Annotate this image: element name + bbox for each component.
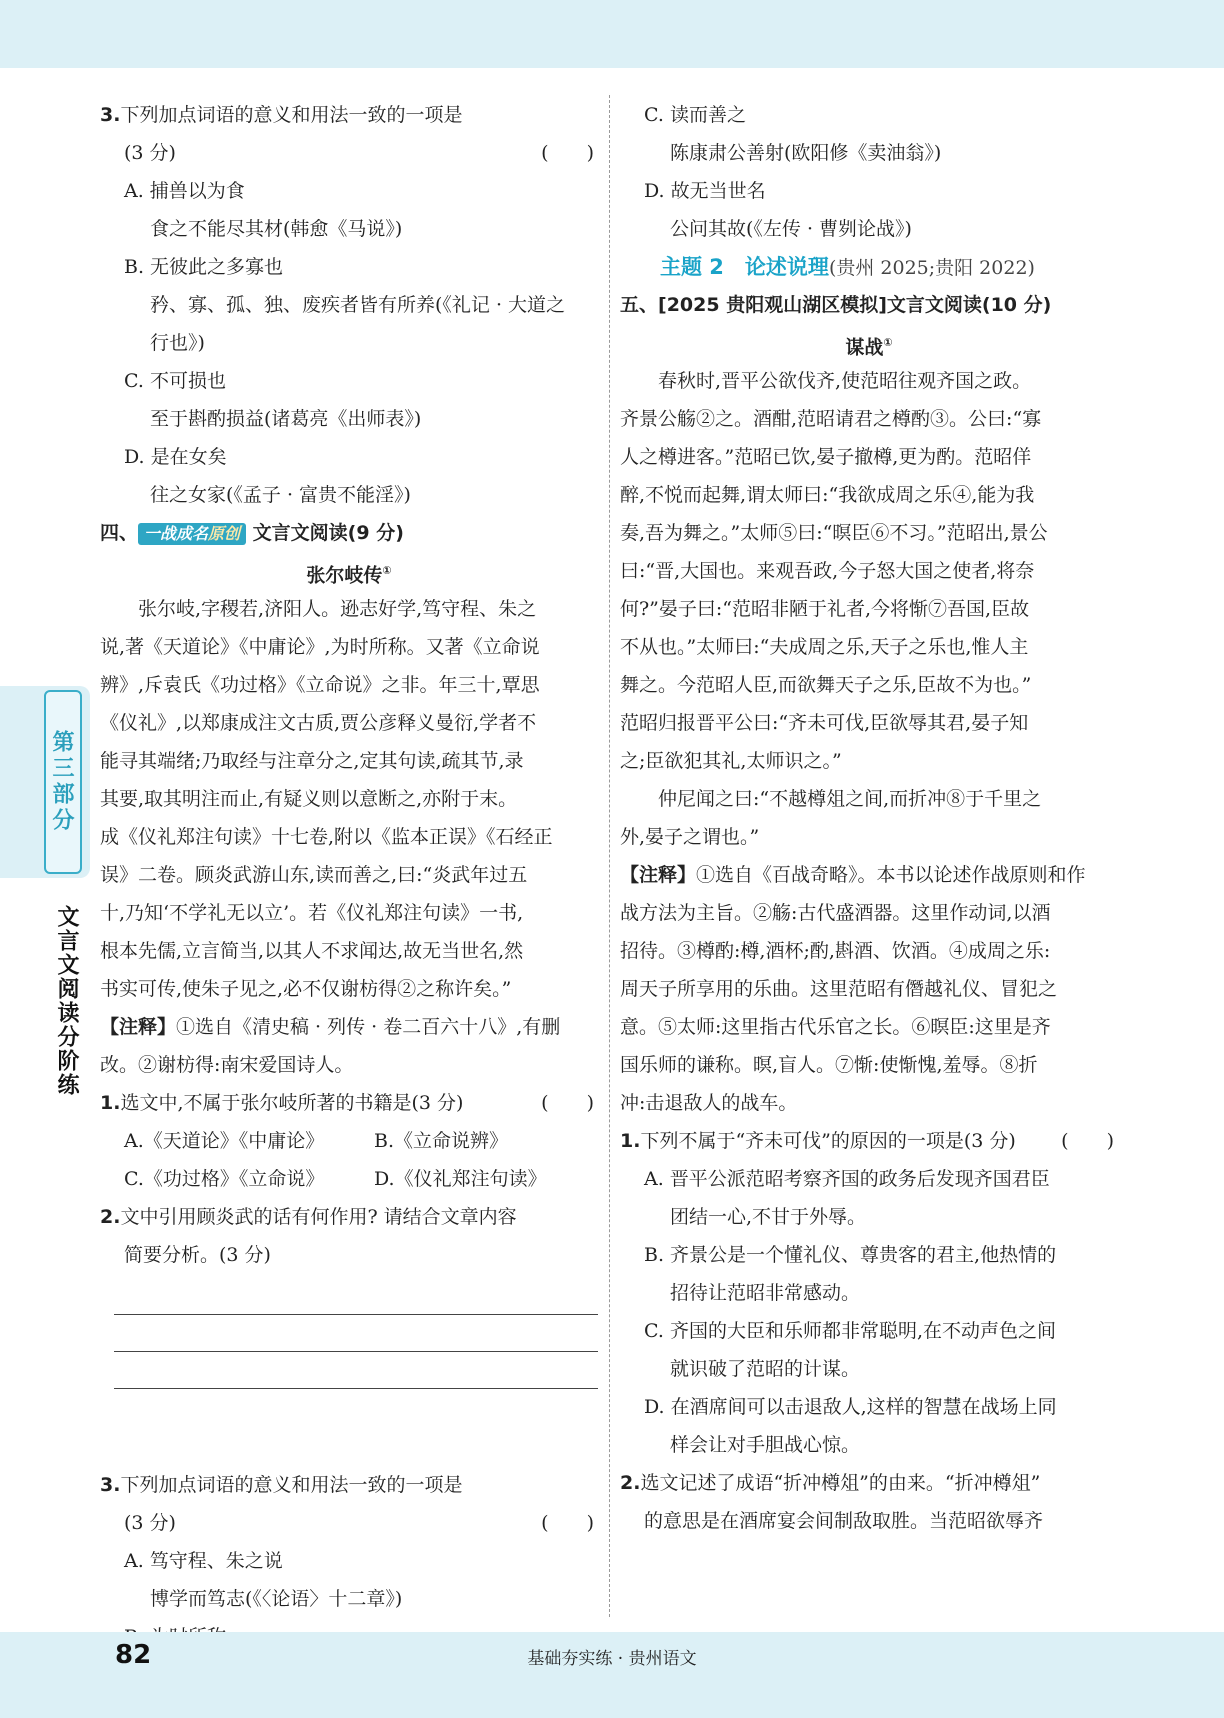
question-line <box>100 1084 598 1122</box>
option-example-line: 公问其故(《左传 · 曹刿论战》) <box>670 218 912 240</box>
option-line: C. 读而善之 <box>644 104 746 126</box>
option-example-line: 往之女家(《孟子 · 富贵不能淫》) <box>150 484 411 506</box>
passage-line: 辨》,斥袁氏《功过格》《立命说》之非。年三十,覃思 <box>100 674 540 696</box>
annotation-line <box>100 1008 598 1046</box>
question-number: 1. <box>100 1092 121 1114</box>
answer-lines <box>100 1274 598 1466</box>
footnote-ref: ① <box>382 564 392 577</box>
option-line: A. 晋平公派范昭考察齐国的政务后发现齐国君臣 <box>644 1168 1050 1190</box>
question-number: 2. <box>100 1206 121 1228</box>
passage-line: 醉,不悦而起舞,谓太师曰:“我欲成周之乐④,能为我 <box>620 484 1035 506</box>
option-example-line: 陈康肃公善射(欧阳修《卖油翁》) <box>670 142 942 164</box>
passage-line: 招待。③樽酌:樽,酒杯;酌,斟酒、饮酒。④成周之乐: <box>620 940 1051 962</box>
right-column <box>620 96 1118 1540</box>
answer-blank: ( ) <box>541 1512 594 1534</box>
question-text: 下列不属于“齐未可伐”的原因的一项是(3 分) <box>640 1130 1016 1152</box>
column-divider <box>609 95 610 1617</box>
passage-line: 成《仪礼郑注句读》十七卷,附以《监本正误》《石经正 <box>100 826 553 848</box>
footnote-ref: ① <box>883 336 893 349</box>
badge-text: 一战成名 <box>144 524 209 543</box>
option-example-line: 招待让范昭非常感动。 <box>670 1282 861 1304</box>
section-heading <box>100 514 598 552</box>
question-line <box>100 1198 598 1236</box>
question-text: 选文中,不属于张尔岐所著的书籍是(3 分) <box>120 1092 464 1114</box>
page-number: 82 <box>115 1640 152 1670</box>
section-heading <box>620 286 1118 324</box>
passage-title-text: 张尔岐传 <box>306 564 383 587</box>
question-line <box>620 1122 1118 1160</box>
passage-line: 根本先儒,立言简当,以其人不求闻达,故无当世名,然 <box>100 940 524 962</box>
option-line: 的意思是在酒席宴会间制敌取胜。当范昭欲辱齐 <box>644 1510 1044 1532</box>
theme-heading <box>620 248 1118 286</box>
answer-line <box>114 1388 598 1389</box>
section-prefix: 五、 <box>620 294 659 316</box>
passage-line: 十,乃知‘不学礼无以立’。若《仪礼郑注句读》一书, <box>100 902 524 924</box>
book-title: 基础夯实练 · 贵州语文 <box>527 1649 697 1669</box>
part-tab: 第三部分 <box>44 690 82 874</box>
badge-text: 原创 <box>208 524 241 543</box>
passage-line: 周天子所享用的乐曲。这里范昭有僭越礼仪、冒犯之 <box>620 978 1058 1000</box>
passage-line: 战方法为主旨。②觞:古代盛酒器。这里作动词,以酒 <box>620 902 1051 924</box>
section-prefix: 四、 <box>100 522 139 544</box>
option-example-line: 至于斟酌损益(诸葛亮《出师表》) <box>150 408 422 430</box>
theme-source: (贵州 2025;贵阳 2022) <box>828 257 1035 279</box>
option-example-line: 就识破了范昭的计谋。 <box>670 1358 861 1380</box>
passage-line: 曰:“晋,大国也。来观吾政,今子怒大国之使者,将奈 <box>620 560 1035 582</box>
option-item: D.《仪礼郑注句读》 <box>374 1168 547 1190</box>
theme-title: 主题 2 论述说理 <box>660 255 829 279</box>
option-line: A. 捕兽以为食 <box>124 180 245 202</box>
option-example-line: 博学而笃志(《〈论语〉十二章》) <box>150 1588 403 1610</box>
question-text: 文中引用顾炎武的话有何作用? 请结合文章内容 <box>120 1206 517 1228</box>
passage-line: 说,著《天道论》《中庸论》,为时所称。又著《立命说 <box>100 636 540 658</box>
option-line: B. 无彼此之多寡也 <box>124 256 284 278</box>
option-example-line: 食之不能尽其材(韩愈《马说》) <box>150 218 403 240</box>
question-line <box>620 1464 1118 1502</box>
passage-line: 意。⑤太师:这里指古代乐官之长。⑥暝臣:这里是齐 <box>620 1016 1051 1038</box>
passage-line: 误》二卷。顾炎武游山东,读而善之,曰:“炎武年过五 <box>100 864 528 886</box>
option-item: C.《功过格》《立命说》 <box>124 1168 325 1190</box>
header-band <box>0 0 1224 68</box>
annotation-label: 【注释】 <box>620 864 697 886</box>
option-example-line: 矜、寡、孤、独、废疾者皆有所养(《礼记 · 大道之 <box>150 294 566 316</box>
score-line <box>100 134 598 172</box>
passage-line: 冲:击退敌人的战车。 <box>620 1092 798 1114</box>
option-pair-line <box>100 1160 598 1198</box>
option-item: A.《天道论》《中庸论》 <box>124 1130 325 1152</box>
answer-line <box>114 1351 598 1352</box>
passage-line: 能寻其端绪;乃取经与注章分之,定其句读,疏其节,录 <box>100 750 524 772</box>
passage-line: 其要,取其明注而止,有疑义则以意断之,亦附于末。 <box>100 788 518 810</box>
passage-title <box>100 552 598 590</box>
passage-title-text: 谋战 <box>845 336 884 359</box>
left-column <box>100 96 598 1694</box>
section-side-title: 文言文阅读分阶练 <box>54 905 79 1097</box>
score-text: (3 分) <box>124 1512 176 1534</box>
passage-line: 不从也。”太师曰:“夫成周之乐,天子之乐也,惟人主 <box>620 636 1029 658</box>
passage-line: 国乐师的谦称。暝,盲人。⑦惭:使惭愧,羞辱。⑧折 <box>620 1054 1038 1076</box>
passage-line: 外,晏子之谓也。” <box>620 826 760 848</box>
option-line: C. 齐国的大臣和乐师都非常聪明,在不动声色之间 <box>644 1320 1056 1342</box>
passage-line: 舞之。今范昭人臣,而欲舞天子之乐,臣故不为也。” <box>620 674 1032 696</box>
annotation-text: ①选自《清史稿 · 列传 · 卷二百六十八》,有删 <box>176 1016 561 1038</box>
question-text: 选文记述了成语“折冲樽俎”的由来。“折冲樽俎” <box>640 1472 1041 1494</box>
question-text: 下列加点词语的意义和用法一致的一项是 <box>120 1474 463 1496</box>
passage-title <box>620 324 1118 362</box>
answer-blank: ( ) <box>1061 1130 1114 1152</box>
option-line: D. 故无当世名 <box>644 180 766 202</box>
passage-line: 齐景公觞②之。酒酣,范昭请君之樽酌③。公曰:“寡 <box>620 408 1042 430</box>
score-line <box>100 1504 598 1542</box>
option-line: D. 是在女矣 <box>124 446 227 468</box>
question-number: 3. <box>100 1474 121 1496</box>
option-line: C. 不可损也 <box>124 370 226 392</box>
section-title: 文言文阅读(9 分) <box>252 522 404 544</box>
annotation-line <box>620 856 1118 894</box>
option-example-line: 团结一心,不甘于外辱。 <box>670 1206 867 1228</box>
passage-line: 仲尼闻之曰:“不越樽俎之间,而折冲⑧于千里之 <box>658 788 1042 810</box>
answer-line <box>114 1314 598 1315</box>
passage-line: 改。②谢枋得:南宋爱国诗人。 <box>100 1054 354 1076</box>
passage-line: 春秋时,晋平公欲伐齐,使范昭往观齐国之政。 <box>658 370 1032 392</box>
annotation-label: 【注释】 <box>100 1016 177 1038</box>
option-line: B. 齐景公是一个懂礼仪、尊贵客的君主,他热情的 <box>644 1244 1057 1266</box>
answer-blank: ( ) <box>541 1092 594 1114</box>
question-number: 3. <box>100 104 121 126</box>
option-item: B.《立命说辨》 <box>374 1130 509 1152</box>
section-title: [2025 贵阳观山湖区模拟]文言文阅读(10 分) <box>658 294 1052 316</box>
question-number: 1. <box>620 1130 641 1152</box>
passage-line: 范昭归报晋平公曰:“齐未可伐,臣欲辱其君,晏子知 <box>620 712 1029 734</box>
option-line: 简要分析。(3 分) <box>124 1244 271 1266</box>
passage-line: 之;臣欲犯其礼,太师识之。” <box>620 750 842 772</box>
passage-line: 书实可传,使朱子见之,必不仅谢枋得②之称许矣。” <box>100 978 512 1000</box>
passage-line: 人之樽进客。”范昭已饮,晏子撤樽,更为酌。范昭佯 <box>620 446 1032 468</box>
passage-line: 《仪礼》,以郑康成注文古质,贾公彦释义曼衍,学者不 <box>100 712 537 734</box>
passage-line: 张尔岐,字稷若,济阳人。逊志好学,笃守程、朱之 <box>138 598 537 620</box>
passage-line: 奏,吾为舞之。”太师⑤曰:“暝臣⑥不习。”范昭出,景公 <box>620 522 1048 544</box>
passage-line: 何?”晏子曰:“范昭非陋于礼者,今将惭⑦吾国,臣故 <box>620 598 1030 620</box>
option-pair-line <box>100 1122 598 1160</box>
question-line <box>100 1466 598 1504</box>
option-example-line: 行也》) <box>150 332 205 354</box>
question-text: 下列加点词语的意义和用法一致的一项是 <box>120 104 463 126</box>
question-number: 2. <box>620 1472 641 1494</box>
annotation-text: ①选自《百战奇略》。本书以论述作战原则和作 <box>696 864 1086 886</box>
option-example-line: 样会让对手胆战心惊。 <box>670 1434 861 1456</box>
option-line: A. 笃守程、朱之说 <box>124 1550 283 1572</box>
option-line: D. 在酒席间可以击退敌人,这样的智慧在战场上同 <box>644 1396 1057 1418</box>
score-text: (3 分) <box>124 142 176 164</box>
answer-blank: ( ) <box>541 142 594 164</box>
original-badge <box>138 523 246 545</box>
question-line <box>100 96 598 134</box>
